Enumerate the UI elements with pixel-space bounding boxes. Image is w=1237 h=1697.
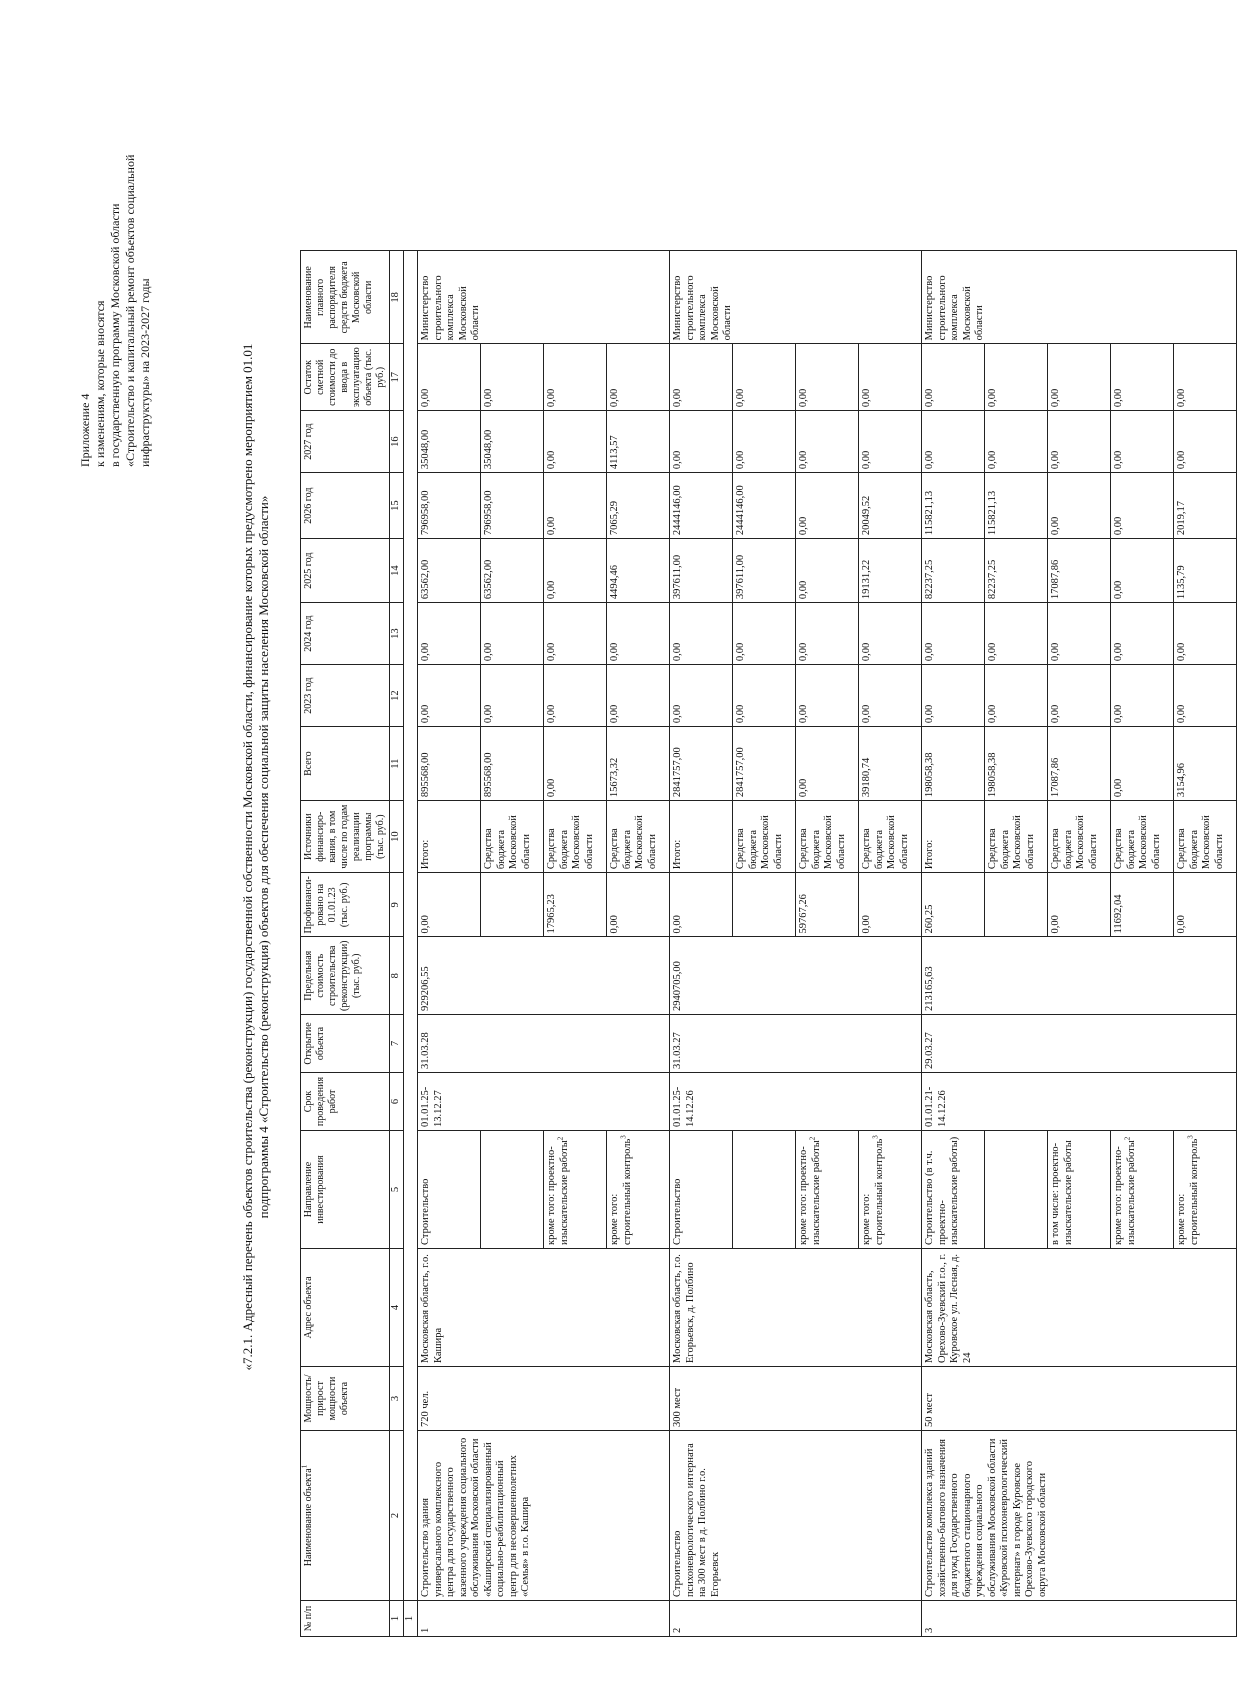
cell-2024: 0,00: [1174, 603, 1237, 665]
cell-2025: 4494,46: [607, 539, 670, 603]
direction-text: Строительство: [672, 1178, 683, 1245]
cell-total: 15673,32: [607, 727, 670, 801]
cell-2023: 0,00: [985, 665, 1048, 727]
cell-funded: 0,00: [1174, 873, 1237, 937]
header-period: Срок проведения работ: [301, 1073, 390, 1131]
cell-source: Средства бюджета Московской области: [859, 801, 922, 873]
cell-2026: 115821,13: [985, 473, 1048, 539]
header-num: № п/п: [301, 1601, 390, 1637]
direction-text: кроме того: строительный контроль: [861, 1138, 885, 1245]
cell-2026: 7065,29: [607, 473, 670, 539]
cell-2024: 0,00: [796, 603, 859, 665]
cell-remainder: 0,00: [670, 344, 733, 411]
direction-text: кроме того: проектно-изыскательские работы: [546, 1140, 570, 1245]
column-number: 1: [390, 1601, 404, 1637]
cell-2026: 2019,17: [1174, 473, 1237, 539]
cell-period: 01.01.25-14.12.26: [670, 1073, 922, 1131]
cell-object-name: Строительство психоневрологического интерната на 300 мест в д. Полбино г.о. Егорьевск: [670, 1431, 922, 1601]
appendix-line: к изменениям, которые вносятся: [93, 300, 107, 467]
cell-2025: 63562,00: [418, 539, 481, 603]
cell-direction: [859, 1131, 922, 1249]
cell-direction: [418, 1131, 481, 1249]
cell-2025: 1135,79: [1174, 539, 1237, 603]
cell-2024: 0,00: [922, 603, 985, 665]
column-number: 6: [390, 1073, 404, 1131]
cell-2026: 0,00: [796, 473, 859, 539]
cell-capacity: 720 чел.: [418, 1367, 670, 1431]
cell-2023: 0,00: [796, 665, 859, 727]
cell-opening: 31.03.27: [670, 1015, 922, 1073]
header-2025: 2025 год: [301, 539, 390, 603]
column-number: 14: [390, 539, 404, 603]
cell-2027: 0,00: [1174, 411, 1237, 473]
cell-remainder: 0,00: [607, 344, 670, 411]
cell-source: Средства бюджета Московской области: [544, 801, 607, 873]
cell-2025: 19131,22: [859, 539, 922, 603]
cell-source: Средства бюджета Московской области: [1174, 801, 1237, 873]
cell-2023: 0,00: [733, 665, 796, 727]
header-2027: 2027 год: [301, 411, 390, 473]
header-cost: Предельная стоимость строительства (реконструкции) (тыс. руб.): [301, 937, 390, 1015]
cell-funded: 0,00: [1048, 873, 1111, 937]
cell-2023: 0,00: [544, 665, 607, 727]
cell-source: Средства бюджета Московской области: [481, 801, 544, 873]
footnote-mark: 3: [1186, 1135, 1194, 1139]
cell-2027: 35048,00: [418, 411, 481, 473]
cell-object-name: Строительство здания универсального комплексного центра для государственного казенного учреждения социального обслуживания Московской области «Каширский специализированный социально-реабилитационный центр для несовершеннолетних «Семья» в г.о. Кашира: [418, 1431, 670, 1601]
cell-2025: 397611,00: [733, 539, 796, 603]
cell-funded: 17965,23: [544, 873, 607, 937]
cell-period: 01.01.25-13.12.27: [418, 1073, 670, 1131]
cell-2023: 0,00: [859, 665, 922, 727]
cell-2026: 0,00: [1048, 473, 1111, 539]
cell-2027: 0,00: [733, 411, 796, 473]
cell-2025: 63562,00: [481, 539, 544, 603]
direction-text: кроме того: проектно-изыскательские работы: [1113, 1140, 1137, 1245]
cell-manager: Министерство строительного комплекса Московской области: [418, 251, 670, 344]
cell-capacity: 50 мест: [922, 1367, 1237, 1431]
column-number: 18: [390, 251, 404, 344]
header-address: Адрес объекта: [301, 1249, 390, 1367]
table-body: [418, 251, 1237, 1637]
column-number: 2: [390, 1431, 404, 1601]
cell-total: 895568,00: [481, 727, 544, 801]
section-number: 1: [404, 1601, 418, 1637]
title-line-2: подпрограммы 4 «Строительство (реконструкция) объектов для обеспечения социальной защиты населения Московской области»: [256, 495, 271, 1219]
document-title: [240, 137, 272, 1577]
cell-address: Московская область, г.о. Кашира: [418, 1249, 670, 1367]
cell-remainder: 0,00: [796, 344, 859, 411]
address-list-table: [300, 250, 1237, 1637]
direction-text: кроме того: строительный контроль: [609, 1138, 633, 1245]
cell-2024: 0,00: [1048, 603, 1111, 665]
cell-total: 895568,00: [418, 727, 481, 801]
title-line-1: «7.2.1. Адресный перечень объектов строительства (реконструкции) государственной собственности Московской области, финансирование которых предусмотрено мероприятием 01.01: [240, 343, 255, 1371]
cell-direction: [481, 1131, 544, 1249]
footnote-mark: 3: [619, 1135, 627, 1139]
cell-2024: 0,00: [985, 603, 1048, 665]
appendix-line: в государственную программу Московской области: [108, 203, 122, 467]
cell-num: 1: [418, 1601, 670, 1637]
column-number: 17: [390, 344, 404, 411]
cell-2026: 115821,13: [922, 473, 985, 539]
cell-2027: 4113,57: [607, 411, 670, 473]
cell-2025: 82237,25: [922, 539, 985, 603]
cell-direction: [1174, 1131, 1237, 1249]
cell-2024: 0,00: [1111, 603, 1174, 665]
cell-funded: 0,00: [670, 873, 733, 937]
cell-2027: 0,00: [796, 411, 859, 473]
cell-opening: 31.03.28: [418, 1015, 670, 1073]
cell-direction: [1048, 1131, 1111, 1249]
direction-text: кроме того: строительный контроль: [1176, 1138, 1200, 1245]
cell-total: 17087,86: [1048, 727, 1111, 801]
appendix-line: «Строительство и капитальный ремонт объектов социальной: [123, 154, 137, 467]
header-source: Источники финансиро-вания, в том числе по годам реализации программы (тыс. руб.): [301, 801, 390, 873]
cell-2026: 796958,00: [481, 473, 544, 539]
cell-funded: 11692,04: [1111, 873, 1174, 937]
cell-2027: 0,00: [1048, 411, 1111, 473]
cell-direction: [670, 1131, 733, 1249]
footnote-mark: 2: [1123, 1136, 1131, 1141]
cell-remainder: 0,00: [1174, 344, 1237, 411]
table-row: [922, 251, 985, 1637]
cell-2025: 397611,00: [670, 539, 733, 603]
cell-2024: 0,00: [481, 603, 544, 665]
section-cell: [404, 251, 418, 1601]
appendix-line: инфраструктуры» на 2023-2027 годы: [138, 278, 152, 467]
table-row: [418, 251, 481, 1637]
header-manager: Наименование главного распорядителя средств бюджета Московской области: [301, 251, 390, 344]
direction-text: кроме того: проектно-изыскательские работы: [798, 1140, 822, 1245]
cell-remainder: 0,00: [922, 344, 985, 411]
cell-2023: 0,00: [1111, 665, 1174, 727]
cell-2026: 2444146,00: [733, 473, 796, 539]
cell-opening: 29.03.27: [922, 1015, 1237, 1073]
cell-2025: 82237,25: [985, 539, 1048, 603]
column-number: 8: [390, 937, 404, 1015]
cell-funded: 260,25: [922, 873, 985, 937]
cell-2026: 2444146,00: [670, 473, 733, 539]
cell-address: Московская область, г.о. Егорьевск, д. Полбино: [670, 1249, 922, 1367]
cell-funded: [985, 873, 1048, 937]
cell-2027: 0,00: [670, 411, 733, 473]
column-number: 9: [390, 873, 404, 937]
column-number-row: [390, 251, 404, 1637]
cell-remainder: 0,00: [1048, 344, 1111, 411]
cell-remainder: 0,00: [481, 344, 544, 411]
cell-2026: 20049,52: [859, 473, 922, 539]
cell-funded: 0,00: [607, 873, 670, 937]
cell-2026: 0,00: [1111, 473, 1174, 539]
cell-cost: 213165,63: [922, 937, 1237, 1015]
cell-direction: [544, 1131, 607, 1249]
cell-remainder: 0,00: [544, 344, 607, 411]
cell-direction: [922, 1131, 985, 1249]
header-row: [301, 251, 390, 1637]
appendix-note: [78, 155, 153, 467]
cell-2023: 0,00: [1174, 665, 1237, 727]
cell-cost: 2940705,00: [670, 937, 922, 1015]
cell-2023: 0,00: [481, 665, 544, 727]
header-name: [301, 1431, 390, 1601]
cell-total: 0,00: [544, 727, 607, 801]
cell-2023: 0,00: [418, 665, 481, 727]
cell-2023: 0,00: [922, 665, 985, 727]
cell-2027: 0,00: [1111, 411, 1174, 473]
cell-2023: 0,00: [670, 665, 733, 727]
header-capacity: Мощность/ прирост мощности объекта: [301, 1367, 390, 1431]
cell-2024: 0,00: [607, 603, 670, 665]
cell-2026: 0,00: [544, 473, 607, 539]
header-funded: Профинанси-ровано на 01.01.23 (тыс. руб.): [301, 873, 390, 937]
cell-funded: 0,00: [418, 873, 481, 937]
cell-2024: 0,00: [859, 603, 922, 665]
cell-2025: 17087,86: [1048, 539, 1111, 603]
cell-total: 2841757,00: [670, 727, 733, 801]
cell-source: Итого:: [670, 801, 733, 873]
footnote-mark: 1: [300, 1464, 309, 1469]
cell-2027: 0,00: [922, 411, 985, 473]
cell-2023: 0,00: [1048, 665, 1111, 727]
footnote-mark: 2: [808, 1136, 816, 1141]
cell-2025: 0,00: [544, 539, 607, 603]
cell-remainder: 0,00: [733, 344, 796, 411]
cell-remainder: 0,00: [1111, 344, 1174, 411]
header-remainder: Остаток сметной стоимости до ввода в эксплуатацию объекта (тыс. руб.): [301, 344, 390, 411]
cell-2027: 35048,00: [481, 411, 544, 473]
cell-2025: 0,00: [1111, 539, 1174, 603]
cell-2024: 0,00: [670, 603, 733, 665]
cell-capacity: 300 мест: [670, 1367, 922, 1431]
cell-num: 2: [670, 1601, 922, 1637]
cell-manager: Министерство строительного комплекса Московской области: [922, 251, 1237, 344]
cell-2024: 0,00: [544, 603, 607, 665]
header-2023: 2023 год: [301, 665, 390, 727]
direction-text: Строительство: [420, 1178, 431, 1245]
footnote-mark: 2: [556, 1136, 564, 1141]
cell-address: Московская область, Орехово-Зуевский г.о., г. Куровское ул. Лесная, д. 24: [922, 1249, 1237, 1367]
column-number: 3: [390, 1367, 404, 1431]
cell-total: 2841757,00: [733, 727, 796, 801]
cell-funded: 59767,26: [796, 873, 859, 937]
cell-period: 01.01.21-14.12.26: [922, 1073, 1237, 1131]
cell-num: 3: [922, 1601, 1237, 1637]
column-number: 7: [390, 1015, 404, 1073]
column-number: 12: [390, 665, 404, 727]
cell-2025: 0,00: [796, 539, 859, 603]
cell-direction: [607, 1131, 670, 1249]
cell-remainder: 0,00: [985, 344, 1048, 411]
cell-remainder: 0,00: [418, 344, 481, 411]
cell-2027: 0,00: [859, 411, 922, 473]
cell-source: Средства бюджета Московской области: [796, 801, 859, 873]
column-number: 11: [390, 727, 404, 801]
column-number: 4: [390, 1249, 404, 1367]
cell-cost: 929206,55: [418, 937, 670, 1015]
header-direction: Направление инвестирования: [301, 1131, 390, 1249]
cell-2027: 0,00: [985, 411, 1048, 473]
header-2026: 2026 год: [301, 473, 390, 539]
header-name-text: Наименование объекта: [303, 1468, 314, 1567]
cell-total: 3154,96: [1174, 727, 1237, 801]
column-number: 10: [390, 801, 404, 873]
cell-remainder: 0,00: [859, 344, 922, 411]
cell-2024: 0,00: [418, 603, 481, 665]
cell-direction: [1111, 1131, 1174, 1249]
cell-source: Средства бюджета Московской области: [1111, 801, 1174, 873]
section-row: [404, 251, 418, 1637]
cell-total: 39180,74: [859, 727, 922, 801]
cell-source: Средства бюджета Московской области: [985, 801, 1048, 873]
appendix-line: Приложение 4: [78, 393, 92, 467]
cell-total: 0,00: [796, 727, 859, 801]
cell-direction: [985, 1131, 1048, 1249]
cell-total: 198058,38: [985, 727, 1048, 801]
cell-direction: [733, 1131, 796, 1249]
footnote-mark: 3: [871, 1135, 879, 1139]
cell-source: Средства бюджета Московской области: [1048, 801, 1111, 873]
column-number: 15: [390, 473, 404, 539]
cell-source: Итого:: [922, 801, 985, 873]
direction-text: в том числе: проектно-изыскательские работы: [1050, 1140, 1074, 1245]
header-total: Всего: [301, 727, 390, 801]
cell-funded: [481, 873, 544, 937]
header-opening: Открытие объекта: [301, 1015, 390, 1073]
cell-2027: 0,00: [544, 411, 607, 473]
cell-source: Итого:: [418, 801, 481, 873]
cell-total: 198058,38: [922, 727, 985, 801]
cell-2023: 0,00: [607, 665, 670, 727]
cell-total: 0,00: [1111, 727, 1174, 801]
cell-source: Средства бюджета Московской области: [733, 801, 796, 873]
cell-2024: 0,00: [733, 603, 796, 665]
cell-manager: Министерство строительного комплекса Московской области: [670, 251, 922, 344]
cell-direction: [796, 1131, 859, 1249]
header-2024: 2024 год: [301, 603, 390, 665]
cell-funded: [733, 873, 796, 937]
column-number: 13: [390, 603, 404, 665]
direction-text: Строительство (в т.ч. проектно-изыскательские работы): [924, 1136, 960, 1245]
cell-funded: 0,00: [859, 873, 922, 937]
table-row: [670, 251, 733, 1637]
cell-source: Средства бюджета Московской области: [607, 801, 670, 873]
cell-object-name: Строительство комплекса зданий хозяйственно-бытового назначения для нужд Государственного бюджетного стационарного учреждения социального обслуживания Московской области «Куровской психоневрологический интернат» в городе Куровское Орехово-Зуевского городского округа Московской области: [922, 1431, 1237, 1601]
column-number: 5: [390, 1131, 404, 1249]
column-number: 16: [390, 411, 404, 473]
cell-2026: 796958,00: [418, 473, 481, 539]
